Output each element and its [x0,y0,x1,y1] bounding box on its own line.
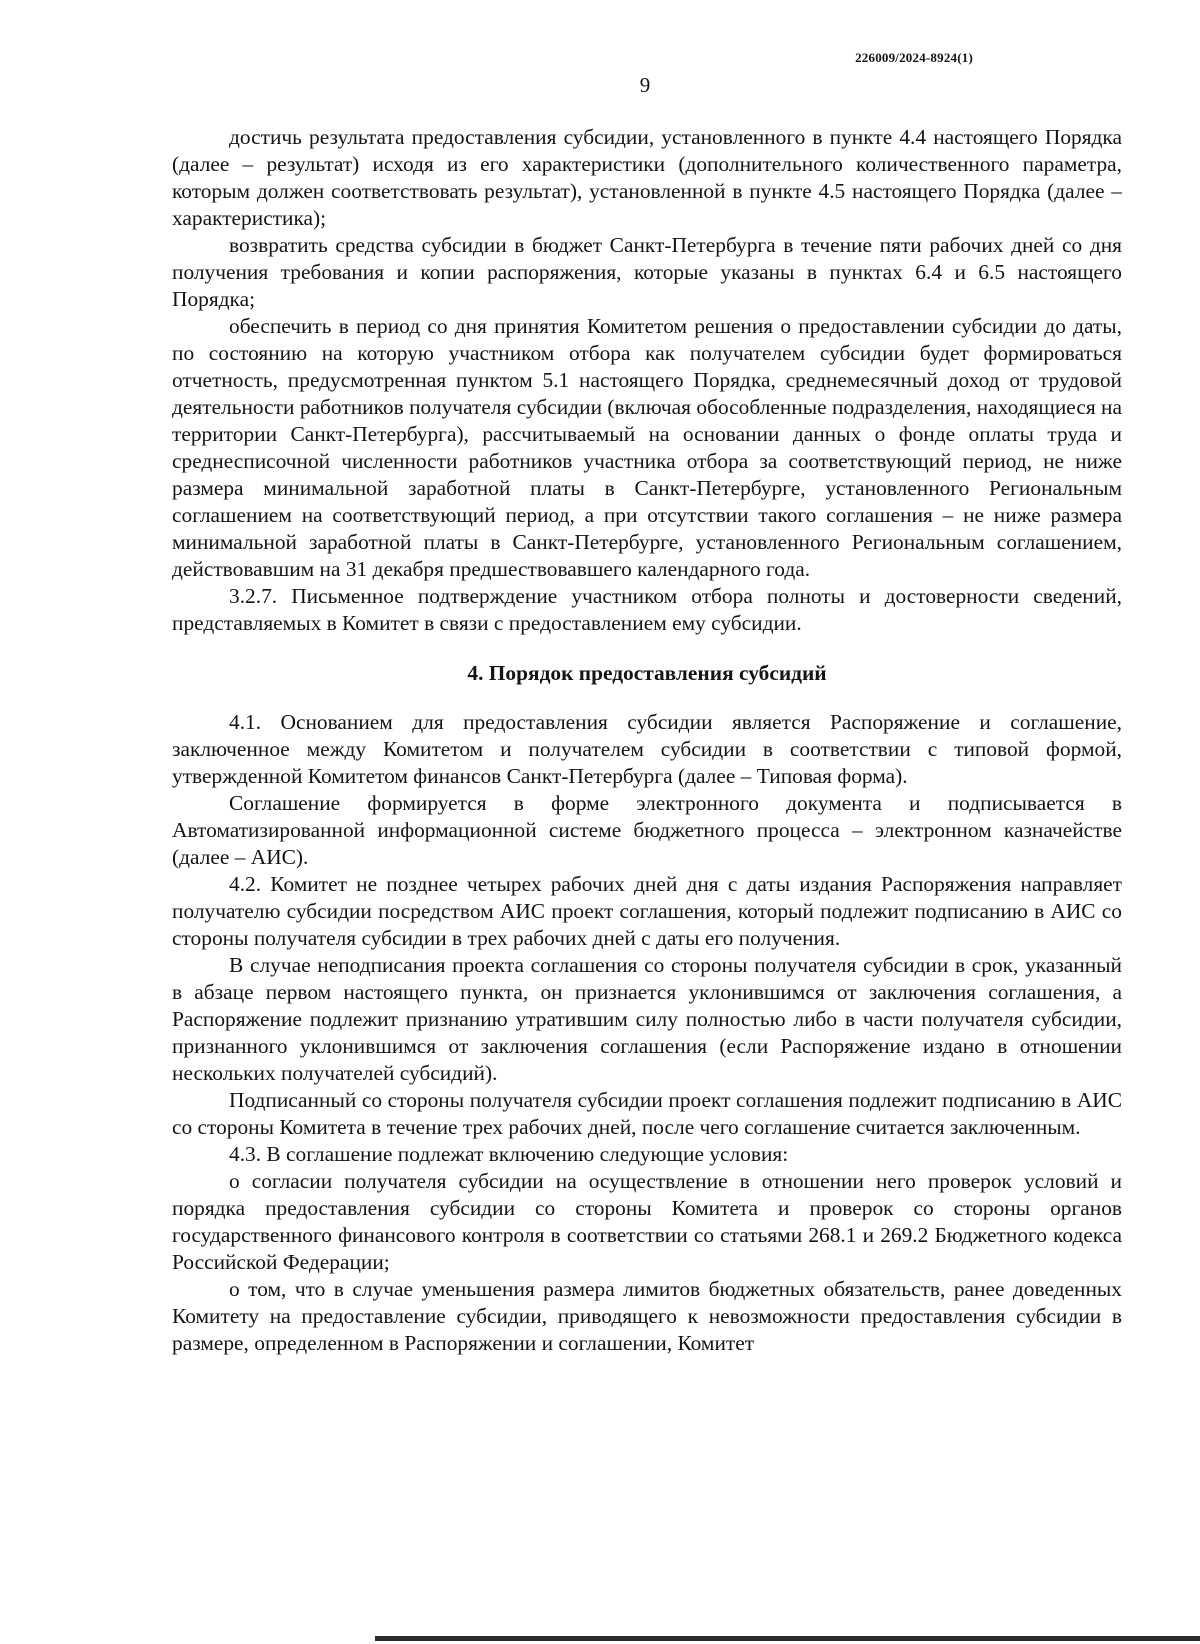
paragraph: о согласии получателя субсидии на осуществление в отношении него проверок условий и порядка предоставления субсидии со стороны Комитета и проверок со стороны органов государственного финансового контроля в соответствии со статьями 268.1 и 269.2 Бюджетного кодекса Российской Федерации; [172,1169,1122,1274]
paragraph: 3.2.7. Письменное подтверждение участником отбора полноты и достоверности сведений, представляемых в Комитет в связи с предоставлением ему субсидии. [172,584,1122,635]
paragraph: достичь результата предоставления субсидии, установленного в пункте 4.4 настоящего Порядка (далее – результат) исходя из его характеристики (дополнительного количественного параметра, которым должен соответствовать результат), установленной в пункте 4.5 настоящего Порядка (далее – характеристика); [172,125,1122,230]
paragraph: В случае неподписания проекта соглашения со стороны получателя субсидии в срок, указанный в абзаце первом настоящего пункта, он признается уклонившимся от заключения соглашения, а Распоряжение подлежит признанию утратившим силу полностью либо в части получателя субсидии, признанного уклонившимся от заключения соглашения (если Распоряжение издано в отношении нескольких получателей субсидий). [172,953,1122,1085]
paragraph: о том, что в случае уменьшения размера лимитов бюджетных обязательств, ранее доведенных Комитету на предоставление субсидии, приводящего к невозможности предоставления субсидии в размере, определенном в Распоряжении и соглашении, Комитет [172,1277,1122,1355]
section-heading: 4. Порядок предоставления субсидий [467,661,827,685]
paragraph: 4.2. Комитет не позднее четырех рабочих дней дня с даты издания Распоряжения направляет получателю субсидии посредством АИС проект соглашения, который подлежит подписанию в АИС со стороны получателя субсидии в трех рабочих дней с даты его получения. [172,872,1122,950]
paragraph: возвратить средства субсидии в бюджет Санкт-Петербурга в течение пяти рабочих дней со дня получения требования и копии распоряжения, которые указаны в пунктах 6.4 и 6.5 настоящего Порядка; [172,233,1122,311]
document-body [172,124,1122,1357]
page-number: 9 [639,73,651,97]
document-id: 226009/2024-8924(1) [855,50,973,65]
paragraph: Соглашение формируется в форме электронного документа и подписывается в Автоматизированной информационной системе бюджетного процесса – электронном казначействе (далее – АИС). [172,791,1122,869]
paragraph: обеспечить в период со дня принятия Комитетом решения о предоставлении субсидии до даты, по состоянию на которую участником отбора как получателем субсидии будет формироваться отчетность, предусмотренная пунктом 5.1 настоящего Порядка, среднемесячный доход от трудовой деятельности работников получателя субсидии (включая обособленные подразделения, находящиеся на территории Санкт-Петербурга), рассчитываемый на основании данных о фонде оплаты труда и среднесписочной численности работников участника отбора за соответствующий период, не ниже размера минимальной заработной платы в Санкт-Петербурге, установленного Региональным соглашением на соответствующий период, а при отсутствии такого соглашения – не ниже размера минимальной заработной платы в Санкт-Петербурге, установленного Региональным соглашением, действовавшим на 31 декабря предшествовавшего календарного года. [172,314,1122,581]
paragraph: 4.3. В соглашение подлежат включению следующие условия: [229,1142,789,1166]
scan-edge-line [375,1636,1200,1641]
paragraph: 4.1. Основанием для предоставления субсидии является Распоряжение и соглашение, заключенное между Комитетом и получателем субсидии в соответствии с типовой формой, утвержденной Комитетом финансов Санкт-Петербурга (далее – Типовая форма). [172,710,1122,788]
paragraph: Подписанный со стороны получателя субсидии проект соглашения подлежит подписанию в АИС со стороны Комитета в течение трех рабочих дней, после чего соглашение считается заключенным. [172,1088,1122,1139]
